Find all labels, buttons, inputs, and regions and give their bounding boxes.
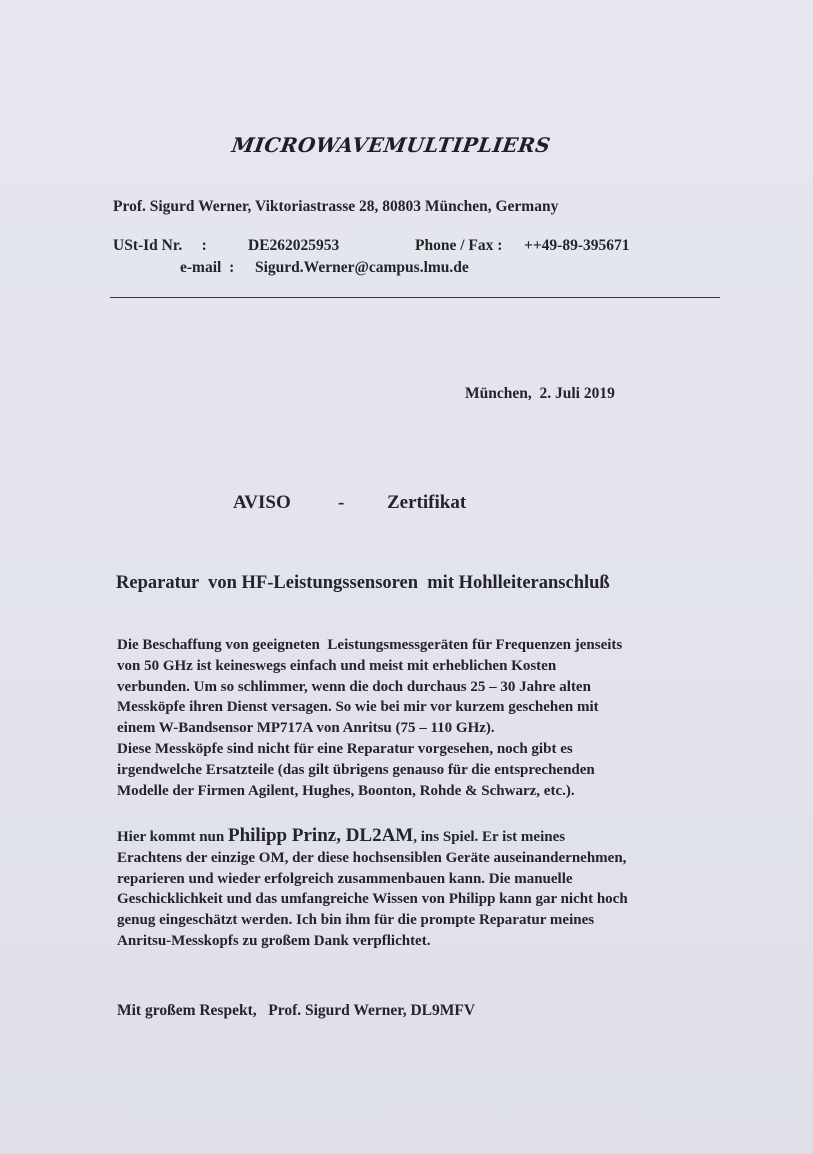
closing-signature: Mit großem Respekt, Prof. Sigurd Werner, DL9MFV: [117, 1002, 476, 1019]
paragraph-line: genug eingeschätzt werden. Ich bin ihm für die prompte Reparatur meines: [117, 912, 595, 929]
paragraph-line: einem W-Bandsensor MP717A von Anritsu (75 – 110 GHz).: [117, 720, 495, 737]
paragraph-line: Anritsu-Messkopfs zu großem Dank verpflichtet.: [117, 932, 431, 949]
paragraph-line: Messköpfe ihren Dienst versagen. So wie bei mir vor kurzem geschehen mit: [117, 699, 599, 716]
paragraph-line: reparieren und wieder erfolgreich zusammenbauen kann. Die manuelle: [117, 870, 573, 887]
ust-value: DE262025953: [248, 237, 340, 254]
intro-text: Hier kommt nun: [117, 829, 228, 845]
phone-value: ++49-89-395671: [524, 237, 630, 254]
paragraph-line: Erachtens der einzige OM, der diese hochsensiblen Geräte auseinandernehmen,: [117, 849, 627, 866]
paragraph-line: Modelle der Firmen Agilent, Hughes, Boonton, Rohde & Schwarz, etc.).: [117, 782, 575, 799]
paragraph-line: Diese Messköpfe sind nicht für eine Reparatur vorgesehen, noch gibt es: [117, 740, 573, 757]
title-aviso: AVISO: [233, 492, 291, 513]
paragraph-line: irgendwelche Ersatzteile (das gilt übrigens genauso für die entsprechenden: [117, 761, 595, 778]
paragraph-line: Die Beschaffung von geeigneten Leistungsmessgeräten für Frequenzen jenseits: [117, 637, 623, 653]
subject-line: Reparatur von HF-Leistungssensoren mit Hohlleiteranschluß: [116, 573, 610, 593]
header-divider: [110, 297, 720, 298]
phone-label: Phone / Fax :: [415, 237, 503, 254]
ust-label: USt-Id Nr. :: [113, 237, 207, 254]
letterhead-logo: MICROWAVEMULTIPLIERS: [230, 133, 553, 157]
email-value: Sigurd.Werner@campus.lmu.de: [255, 259, 469, 276]
title-zertifikat: Zertifikat: [387, 492, 467, 513]
date-line: München, 2. Juli 2019: [465, 385, 615, 402]
paragraph-line: verbunden. Um so schlimmer, wenn die doch durchaus 25 – 30 Jahre alten: [117, 678, 591, 695]
repairer-name: Philipp Prinz, DL2AM: [227, 825, 414, 846]
paragraph-line: Geschicklichkeit und das umfangreiche Wissen von Philipp kann gar nicht hoch: [117, 891, 628, 908]
paragraph-2: [117, 826, 628, 952]
intro-continuation: , ins Spiel. Er ist meines: [413, 829, 566, 845]
paragraph-1: [117, 635, 622, 801]
paragraph-line: [117, 826, 628, 848]
sender-address: Prof. Sigurd Werner, Viktoriastrasse 28, 80803 München, Germany: [113, 198, 559, 215]
paragraph-line: von 50 GHz ist keineswegs einfach und meist mit erheblichen Kosten: [117, 657, 557, 674]
title-dash: -: [338, 492, 345, 513]
email-label: e-mail :: [180, 259, 235, 276]
